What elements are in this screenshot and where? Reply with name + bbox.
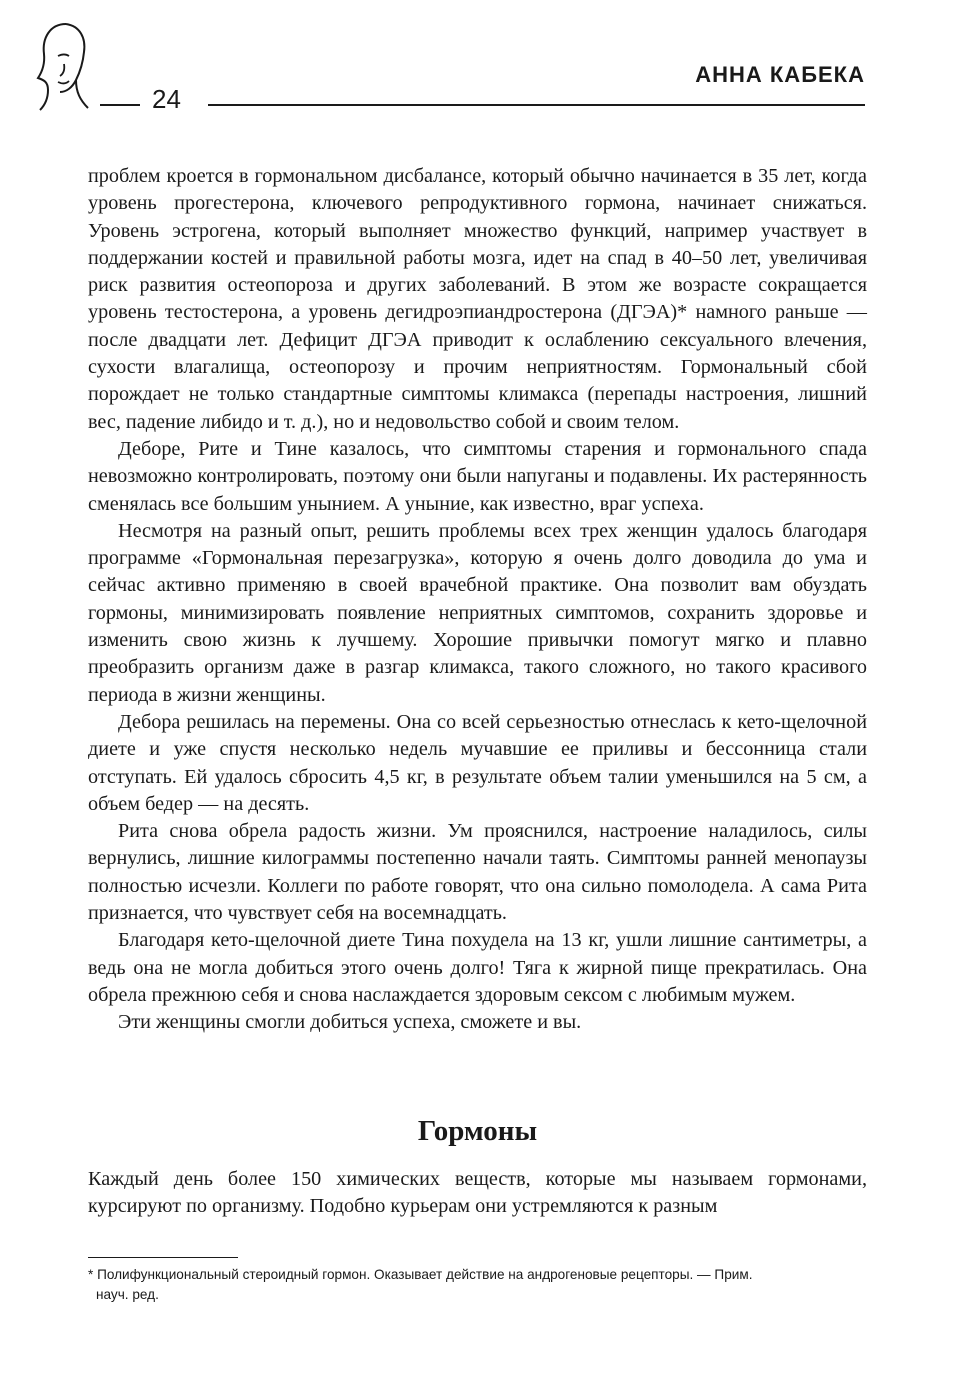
footnote-line: * Полифункциональный стероидный гормон. Оказывает действие на андрогеновые рецепторы. — Прим. (88, 1267, 753, 1282)
footnote-rule (88, 1257, 238, 1258)
page-header (0, 0, 957, 120)
section-title: Гормоны (417, 1115, 538, 1147)
paragraph: Деборе, Рите и Тине казалось, что симптомы старения и гормонального спада невозможно контролировать, поэтому они были напуганы и подавлены. Их растерянность сменялась все большим унынием. А уныние, как известно, враг успеха. (88, 437, 867, 515)
paragraph: Несмотря на разный опыт, решить проблемы всех трех женщин удалось благодаря программе «Гормональная перезагрузка», которую я очень долго доводила до ума и сейчас активно применяю в своей врачебной практике. Она позволит вам обуздать гормоны, минимизировать появление неприятных симптомов, сохранить здоровье и изменить свою жизнь к лучшему. Хорошие привычки помогут мягко и плавно преобразить организм даже в разгар климакса, такого сложного, но такого красивого периода в жизни женщины. (88, 519, 867, 706)
paragraph: Эти женщины смогли добиться успеха, сможете и вы. (118, 1011, 582, 1034)
running-head: АННА КАБЕКА (695, 62, 865, 87)
footnote (88, 1265, 848, 1305)
paragraph: проблем кроется в гормональном дисбалансе, который обычно начинается в 35 лет, когда уровень прогестерона, ключевого репродуктивного гормона, начинает снижаться. Уровень эстрогена, который выполняет множество функций, например участвует в поддержании костей и правильной работы мозга, идет на спад в 40–50 лет, увеличивая риск развития остеопороза и других заболеваний. В этом же возрасте сокращается уровень тестостерона, а уровень дегидроэпиандростерона (ДГЭА)* намного раньше — после двадцати лет. Дефицит ДГЭА приводит к ослаблению сексуального влечения, сухости влагалища, остеопорозу и прочим неприятностям. Гормональный сбой порождает не только стандартные симптомы климакса (перепады настроения, лишний вес, падение либидо и т. д.), но и недовольство собой и своим телом. (88, 165, 867, 433)
paragraph: Каждый день более 150 химических веществ, которые мы называем гормонами, курсируют по организму. Подобно курьерам они устремляются к разным (88, 1168, 867, 1218)
main-text (88, 163, 867, 1037)
woman-face-line-art-icon (36, 20, 92, 112)
paragraph: Благодаря кето-щелочной диете Тина похудела на 13 кг, ушли лишние сантиметры, а ведь она не могла добиться этого очень долго! Тяга к жирной пище прекратилась. Она обрела прежнюю себя и снова наслаждается здоровым сексом с любимым мужем. (88, 929, 867, 1006)
header-rule-left (100, 104, 140, 106)
paragraph: Дебора решилась на перемены. Она со всей серьезностью отнеслась к кето-щелочной диете и уже спустя несколько недель мучавшие ее приливы и бессонница стали отступать. Ей удалось сбросить 4,5 кг, в результате объем талии уменьшился на 5 см, а объем бедер — на десять. (88, 710, 867, 815)
header-rule-right (208, 104, 865, 106)
section-text (88, 1166, 867, 1221)
footnote-line: науч. ред. (96, 1287, 159, 1302)
page-number: 24 (152, 84, 181, 114)
paragraph: Рита снова обрела радость жизни. Ум прояснился, настроение наладилось, силы вернулись, лишние килограммы постепенно начали таять. Симптомы ранней менопаузы полностью исчезли. Коллеги по работе говорят, что она сильно помолодела. А сама Рита признается, что чувствует себя на восемнадцать. (88, 820, 867, 925)
